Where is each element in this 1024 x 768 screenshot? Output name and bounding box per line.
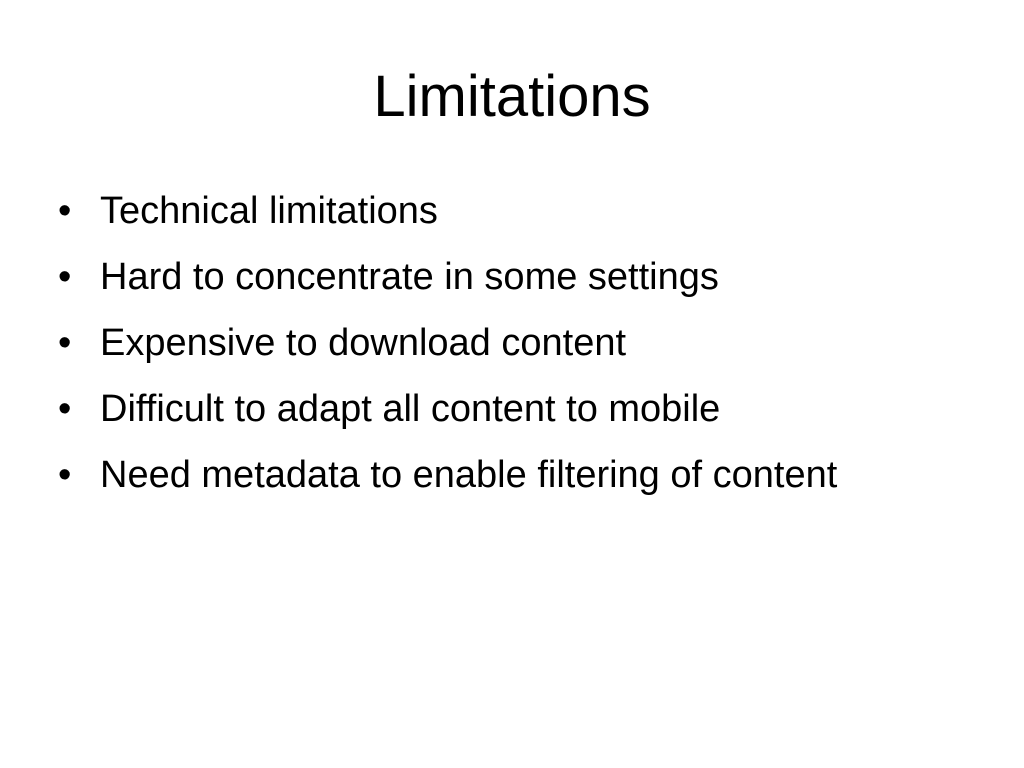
slide-title: Limitations xyxy=(373,64,651,129)
bullet-item xyxy=(58,450,878,500)
bullet-text: Hard to concentrate in some settings xyxy=(100,256,719,298)
bullet-text: Need metadata to enable filtering of content xyxy=(100,454,838,496)
bullet-item xyxy=(58,186,878,236)
bullet-marker: • xyxy=(58,256,72,298)
bullet-text: Difficult to adapt all content to mobile xyxy=(100,388,721,430)
bullet-text: Expensive to download content xyxy=(100,322,627,364)
bullet-list xyxy=(58,186,878,516)
bullet-item xyxy=(58,318,878,368)
bullet-item xyxy=(58,384,878,434)
bullet-marker: • xyxy=(58,190,72,232)
bullet-marker: • xyxy=(58,388,72,430)
bullet-text: Technical limitations xyxy=(100,190,438,232)
bullet-marker: • xyxy=(58,454,72,496)
bullet-item xyxy=(58,252,878,302)
bullet-marker: • xyxy=(58,322,72,364)
